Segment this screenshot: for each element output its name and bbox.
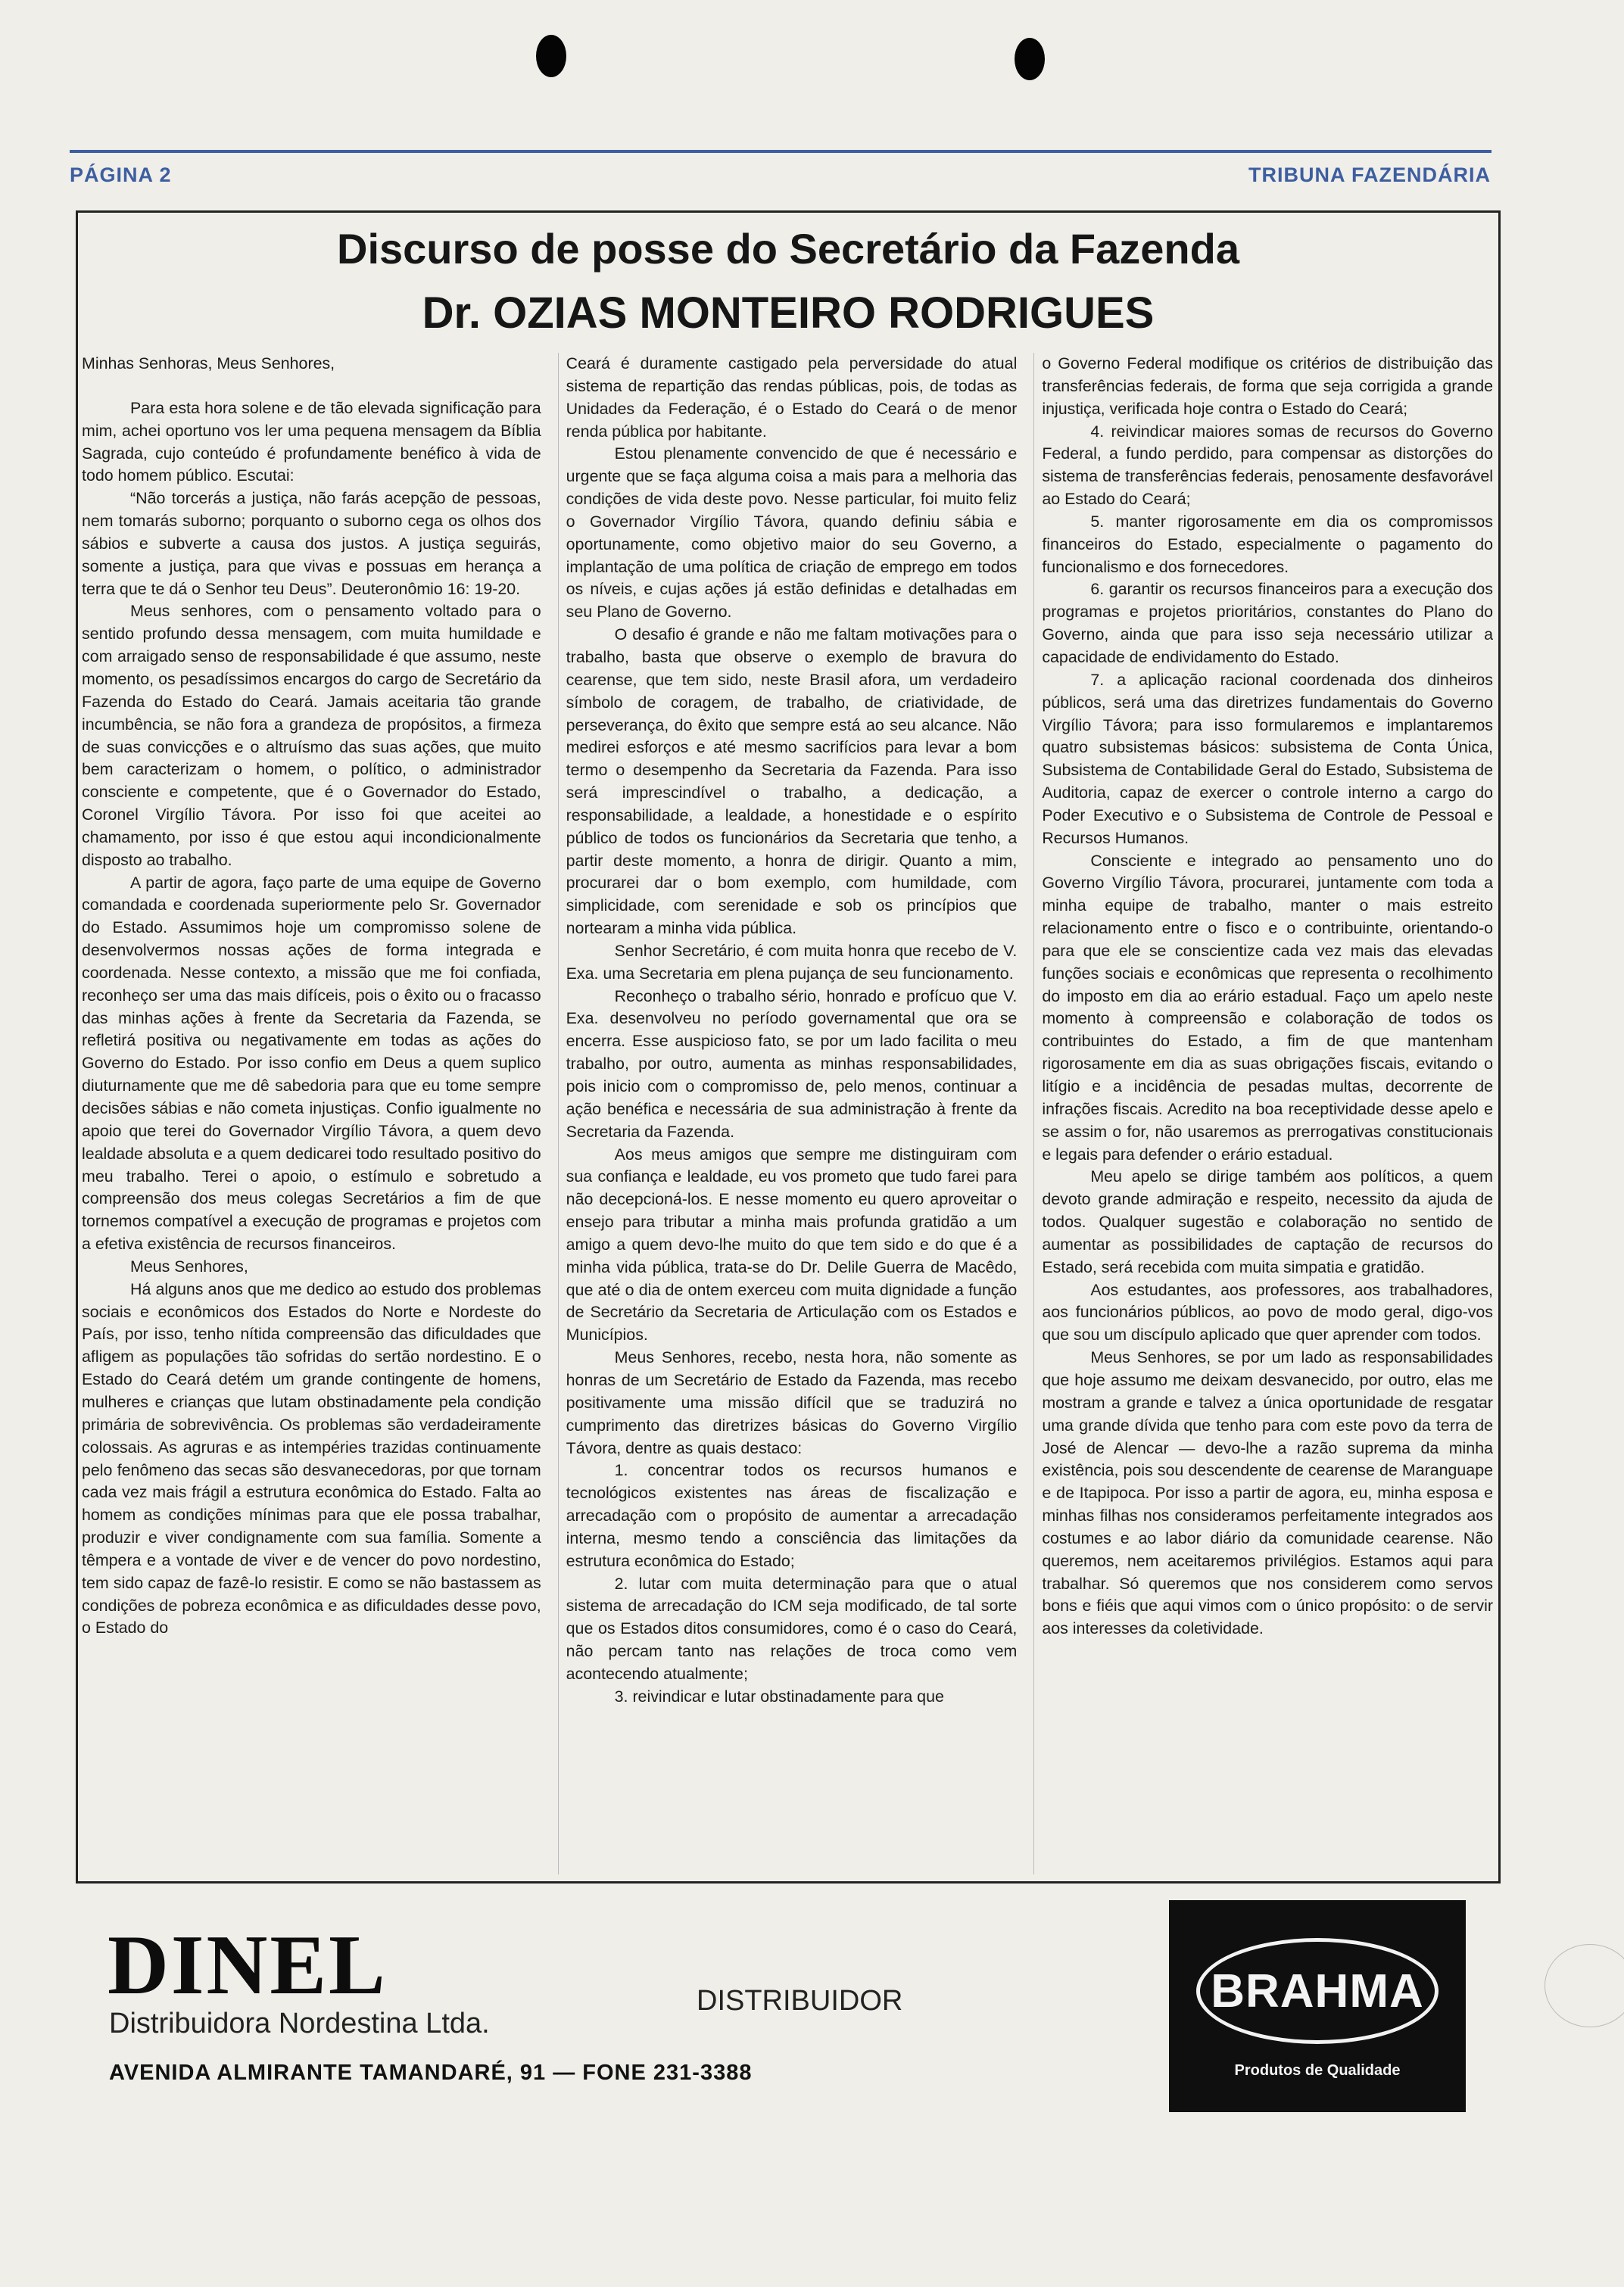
publication-name: TRIBUNA FAZENDÁRIA — [1248, 164, 1491, 186]
distributor-label: DISTRIBUIDOR — [697, 1985, 903, 2017]
dinel-company-name: Distribuidora Nordestina Ltda. — [109, 2008, 490, 2039]
paragraph: Aos estudantes, aos professores, aos trabalhadores, aos funcionários públicos, ao povo de modo geral, digo-vos que sou um discípulo aplicado que quer aprender com todos. — [1042, 1280, 1493, 1344]
page-number: PÁGINA 2 — [70, 164, 172, 186]
brahma-logo-box — [1169, 1900, 1466, 2112]
brahma-oval-logo — [1196, 1938, 1439, 2044]
list-item: 4. reivindicar maiores somas de recursos do Governo Federal, a fundo perdido, para compensar as distorções do sistema de transferências federais, penosamente desfavorável ao Estado do Ceará; — [1042, 422, 1493, 509]
paragraph: Senhor Secretário, é com muita honra que recebo de V. Exa. uma Secretaria em plena pujança de seu funcionamento. — [566, 941, 1018, 983]
paragraph: Meus Senhores, se por um lado as responsabilidades que hoje assumo me deixam desvanecido, por outro, elas me mostram a grande e talvez a única oportunidade de resgatar uma grande dívida que tenho para com este povo da terra de José de Alencar — devo-lhe a razão suprema da minha existência, pois sou descendente de cearense de Maranguape e de Itapipoca. Por isso a partir de agora, eu, minha esposa e minhas filhas nos consideramos perfeitamente integrados aos costumes e ao labor diário da comunidade cearense. Não queremos, nem aceitaremos privilégios. Estamos aqui para trabalhar. Só queremos que nos considerem como servos bons e fiéis que aqui vimos com o único propósito: o de servir aos interesses da coletividade. — [1042, 1348, 1493, 1638]
paper-edge-mark — [1545, 1944, 1624, 2027]
paragraph: Consciente e integrado ao pensamento uno do Governo Virgílio Távora, procurarei, juntamente com toda a minha equipe de trabalho, manter o mais estreito relacionamento entre o fisco e o contribuinte, orientando-o para que ele se conscientize cada vez mais das elevadas funções sociais e econômicas que representa o recolhimento do imposto em dia ao erário estadual. Faço um apelo neste momento à compreensão e colaboração de todos os contribuintes do Estado, a fim de que mantenham rigorosamente em dia as suas obrigações fiscais, evitando o litígio e a incidência de pesadas multas, decorrente de infrações fiscais. Acredito na boa receptividade desse apelo e se assim o for, não usaremos as prerrogativas constitucionais e legais para defender o erário estadual. — [1042, 851, 1493, 1164]
paragraph: Para esta hora solene e de tão elevada significação para mim, achei oportuno vos ler uma pequena mensagem da Bíblia Sagrada, cujo conteúdo é profundamente benéfico à vida de todo homem público. Escutai: — [82, 398, 541, 485]
paragraph: O desafio é grande e não me faltam motivações para o trabalho, basta que observe o exemplo de bravura do cearense, que tem sido, neste Brasil afora, um verdadeiro símbolo de coragem, de trabalho, de criatividade, de perseverança, do êxito que sempre está ao seu alcance. Não medirei esforços e até mesmo sacrifícios para levar a bom termo o desempenho da Secretaria da Fazenda. Para isso será imprescindível o trabalho, a dedicação, a responsabilidade, a lealdade, a honestidade e o espírito público de todos os funcionários da Secretaria que tenho, a partir deste momento, a honra de dirigir. Quanto a mim, procurarei dar o bom exemplo, com humildade, com simplicidade, com serenidade e sob os princípios que nortearam a minha vida pública. — [566, 625, 1018, 938]
list-item: 3. reivindicar e lutar obstinadamente para que — [614, 1687, 944, 1706]
list-item: 5. manter rigorosamente em dia os compromissos financeiros do Estado, especialmente o pagamento do funcionalismo e dos fornecedores. — [1042, 512, 1493, 576]
paragraph: Meus Senhores, recebo, nesta hora, não somente as honras de um Secretário de Estado da Fazenda, mas recebo positivamente uma missão difícil que se traduzirá no cumprimento das diretrizes básicas do Governo Virgílio Távora, dentre as quais destaco: — [566, 1348, 1018, 1457]
paragraph: Meus senhores, com o pensamento voltado para o sentido profundo dessa mensagem, com muita humildade e com arraigado senso de responsabilidade é que assumo, neste momento, os pesadíssimos encargos do cargo de Secretário da Fazenda do Estado do Ceará. Jamais aceitaria tão grande incumbência, se não fora a grandeza de propósitos, a firmeza de suas convicções e o altruísmo das suas ações, que muito bem caracterizam o homem, o político, o administrador consciente e competente, que é o Governador do Estado, Coronel Virgílio Távora. Por isso foi que aceitei ao chamamento, por isso é que estou aqui incondicionalmente disposto ao trabalho. — [82, 602, 541, 869]
paragraph: Aos meus amigos que sempre me distinguiram com sua confiança e lealdade, eu vos prometo que tudo farei para não decepcioná-los. E nesse momento eu quero aproveitar o ensejo para tributar a minha mais profunda gratidão a um amigo a quem devo-lhe muito do que tem sido e do que é a minha vida pública, trata-se do Dr. Delile Guerra de Macêdo, que até o dia de ontem exerceu com muita dignidade a função de Secretário da Secretaria de Articulação com os Estados e Municípios. — [566, 1145, 1018, 1344]
paragraph: Meu apelo se dirige também aos políticos, a quem devoto grande admiração e respeito, necessito da ajuda de todos. Qualquer sugestão e colaboração no sentido de aumentar as possibilidades de captação de recursos do Estado, será recebida com muita simpatia e gratidão. — [1042, 1167, 1493, 1276]
list-item: 7. a aplicação racional coordenada dos dinheiros públicos, será uma das diretrizes fundamentais do Governo Virgílio Távora; para isso formularemos e implantaremos quatro subsistemas básicos: subsistema de Conta Única, Subsistema de Contabilidade Geral do Estado, Subsistema de Auditoria, capaz de exercer o controle interno a cargo do Poder Executivo e o Subsistema de Controle de Pessoal e Recursos Humanos. — [1042, 670, 1493, 847]
article-column-1 — [82, 353, 541, 1874]
list-item: 1. concentrar todos os recursos humanos e tecnológicos existentes nas áreas de fiscalização e arrecadação com o propósito de aumentar a arrecadação interna, mesmo tendo a consciência das limitações da estrutura econômica do Estado; — [566, 1461, 1018, 1570]
list-item: 6. garantir os recursos financeiros para a execução dos programas e projetos prioritários, constantes do Plano do Governo, ainda que para isso seja necessário utilizar a capacidade de endividamento do Estado. — [1042, 580, 1493, 666]
article-column-3 — [1033, 353, 1493, 1874]
paragraph: Ceará é duramente castigado pela perversidade do atual sistema de repartição das rendas públicas, pois, de todas as Unidades da Federação, é o Estado do Ceará o de menor renda pública por habitante. — [566, 354, 1018, 441]
paragraph: Reconheço o trabalho sério, honrado e profícuo que V. Exa. desenvolveu no período governamental que ora se encerra. Esse auspicioso fato, se por um lado facilita o meu trabalho, por outro, aumenta as minhas responsabilidades, pois inicio com o compromisso de, pelo menos, continuar a ação benéfica e necessária de sua administração à frente da Secretaria da Fazenda. — [566, 986, 1018, 1141]
article-column-2 — [558, 353, 1018, 1874]
bible-quote: “Não torcerás a justiça, não farás acepção de pessoas, nem tomarás suborno; porquanto o suborno cega os olhos dos sábios e subverte a causa dos justos. A justiça seguirás, somente a justiça, para que vivas e possuas em herança a terra que te dá o Senhor teu Deus”. Deuteronômio 16: 19-20. — [82, 489, 541, 598]
punch-hole-right — [1015, 38, 1045, 80]
salutation: Minhas Senhoras, Meus Senhores, — [82, 354, 335, 372]
list-item: 2. lutar com muita determinação para que o atual sistema de arrecadação do ICM seja modificado, de tal sorte que os Estados ditos consumidores, como é o caso do Ceará, não percam tanto nas relações de troca como vem acontecendo atualmente; — [566, 1574, 1018, 1683]
header-rule — [70, 150, 1492, 153]
paragraph: A partir de agora, faço parte de uma equipe de Governo comandada e coordenada superiormente pelo Sr. Governador do Estado. Assumimos hoje um compromisso solene de desenvolvermos nossas ações de forma integrada e coordenada. Nesse contexto, a missão que me foi confiada, reconheço ser uma das mais difíceis, pois o êxito ou o fracasso das minhas ações à frente da Secretaria da Fazenda, se refletirá positiva ou negativamente em todas as ações do Governo do Estado. Por isso confio em Deus a quem suplico diuturnamente que me dê sabedoria para que eu tome sempre decisões sábias e não cometa injustiças. Confio igualmente no apoio que terei do Governador Virgílio Távora, a quem devo lealdade absoluta e a quem dedicarei todo resultado positivo do meu trabalho. Terei o apoio, o estímulo e sobretudo a compreensão dos meus colegas Secretários a fim de que tornemos compatível a execução de programas e projetos com a efetiva existência de recursos financeiros. — [82, 873, 541, 1254]
brahma-wordmark: BRAHMA — [1211, 1965, 1424, 2017]
paragraph: o Governo Federal modifique os critérios de distribuição das transferências federais, de forma que seja corrigida a grande injustiça, verificada hoje contra o Estado do Ceará; — [1042, 354, 1493, 418]
dinel-address: AVENIDA ALMIRANTE TAMANDARÉ, 91 — FONE 231-3388 — [109, 2061, 753, 2085]
brahma-tagline: Produtos de Qualidade — [1234, 2062, 1401, 2079]
article-subtitle: Dr. OZIAS MONTEIRO RODRIGUES — [422, 288, 1155, 338]
paragraph: Há alguns anos que me dedico ao estudo dos problemas sociais e econômicos dos Estados do Norte e Nordeste do País, por isso, tenho nítida compreensão das dificuldades que afligem as populações tão sofridas do sertão nordestino. E o Estado do Ceará detém um grande contingente de homens, mulheres e crianças que lutam obstinadamente pela condição primária de sobrevivência. Os problemas são verdadeiramente colossais. As agruras e as intempéries trazidas continuamente pelo fenômeno das secas são desvanecedoras, por que tornam cada vez mais frágil a estrutura econômica do Estado. Falta ao homem as condições mínimas para que ele possa trabalhar, produzir e viver condignamente com sua família. Somente a têmpera e a vontade de viver e de vencer do povo nordestino, tem sido capaz de fazê-lo resistir. E como se não bastassem as condições de pobreza econômica e as dificuldades desse povo, o Estado do — [82, 1279, 541, 1637]
paragraph: Estou plenamente convencido de que é necessário e urgente que se faça alguma coisa a mais para a melhoria das condições de vida deste povo. Nesse particular, foi muito feliz o Governador Virgílio Távora, quando definiu sábia e oportunamente, como objetivo maior do seu Governo, a implantação de uma política de criação de emprego em todos os níveis, e cujas ações já estão definidas e detalhadas em seu Plano de Governo. — [566, 444, 1018, 622]
punch-hole-left — [536, 35, 566, 77]
article-body — [82, 353, 1493, 1874]
paragraph: Meus Senhores, — [130, 1257, 248, 1276]
article-title: Discurso de posse do Secretário da Fazenda — [337, 225, 1239, 273]
dinel-logo: DINEL — [108, 1918, 388, 2012]
